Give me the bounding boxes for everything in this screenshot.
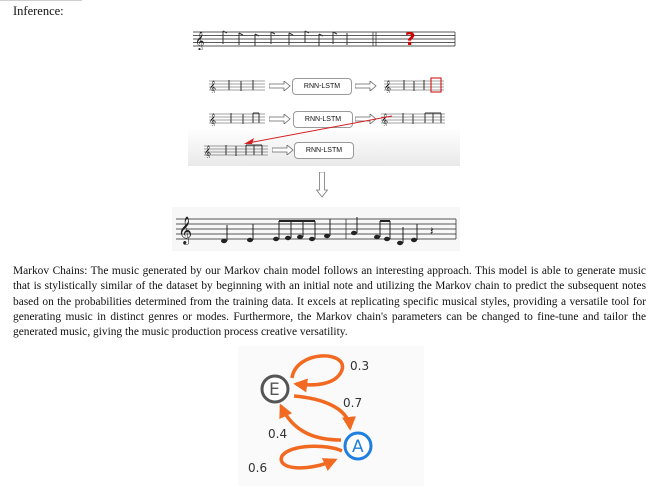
markov-chain-paragraph: Markov Chains: The music generated by our Markov chain model follows an interesting approach. This model is able to generate music that is stylistically similar of the dataset by beginning with an initial note and utilizing the Markov chain to predict the subsequent notes based on the probabilities determined from the training data. It excels at replicating specific musical styles, providing a versatile tool for generating music in distinct genres or modes. Furthermore, the Markov chain's parameters can be changed to fine-tune and tailor the generated music, giving the music production process creative versatility. <box>13 265 646 339</box>
node-e-label: E <box>269 380 280 400</box>
node-a-label: A <box>352 437 364 457</box>
top-rule <box>0 0 82 1</box>
prob-a-e: 0.4 <box>268 427 288 441</box>
svg-text:𝄞: 𝄞 <box>195 31 205 50</box>
row1-arrow-out <box>355 81 377 91</box>
row1-output-snippet <box>384 77 446 93</box>
prob-a-a: 0.6 <box>248 461 268 475</box>
row1-arrow-in <box>269 81 291 91</box>
svg-text:𝄞: 𝄞 <box>204 145 212 158</box>
question-mark: ? <box>405 29 416 50</box>
section-heading: Inference: <box>13 4 64 18</box>
svg-text:𝄞: 𝄞 <box>384 80 392 93</box>
rnn-lstm-box-2: RNN-LSTM <box>293 111 353 128</box>
feedback-arrow <box>240 112 400 152</box>
generated-sequence-staff <box>172 207 460 251</box>
svg-text:𝄞: 𝄞 <box>209 80 217 93</box>
svg-text:𝄞: 𝄞 <box>381 113 389 126</box>
svg-text:𝄽: 𝄽 <box>430 224 434 238</box>
rnn-lstm-box-3: RNN-LSTM <box>294 142 354 159</box>
svg-text:𝄞: 𝄞 <box>178 216 193 244</box>
prob-e-e: 0.3 <box>350 359 370 373</box>
row1-input-snippet <box>209 77 267 93</box>
markov-chain-diagram <box>238 346 424 486</box>
down-arrow <box>316 172 328 198</box>
input-sequence-staff <box>193 26 458 50</box>
svg-text:𝄞: 𝄞 <box>209 113 217 126</box>
prob-e-a: 0.7 <box>343 396 363 410</box>
rnn-lstm-box-1: RNN-LSTM <box>292 78 352 95</box>
